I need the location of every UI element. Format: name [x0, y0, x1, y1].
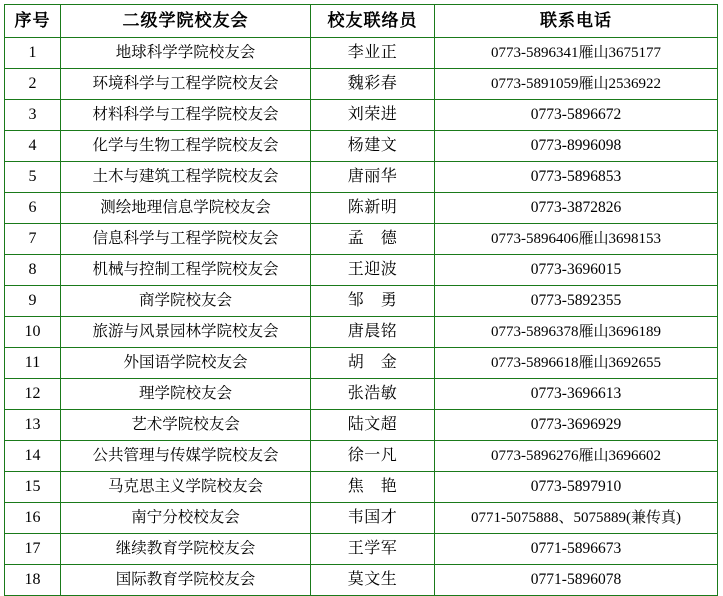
- table-row: [5, 162, 718, 193]
- cell-org: 机械与控制工程学院校友会: [61, 255, 311, 286]
- table-row: [5, 286, 718, 317]
- cell-seq: 15: [5, 472, 61, 503]
- table-row: [5, 410, 718, 441]
- table-row: [5, 534, 718, 565]
- cell-person: 王迎波: [311, 255, 435, 286]
- alumni-contact-table: [4, 4, 718, 596]
- cell-phone: 0773-5896341雁山3675177: [435, 38, 718, 69]
- table-row: [5, 255, 718, 286]
- cell-person: 徐一凡: [311, 441, 435, 472]
- table-row: [5, 348, 718, 379]
- cell-seq: 10: [5, 317, 61, 348]
- cell-phone: 0773-5896672: [435, 100, 718, 131]
- cell-seq: 5: [5, 162, 61, 193]
- cell-seq: 3: [5, 100, 61, 131]
- cell-org: 公共管理与传媒学院校友会: [61, 441, 311, 472]
- table-row: [5, 379, 718, 410]
- cell-phone: 0773-3872826: [435, 193, 718, 224]
- cell-org: 国际教育学院校友会: [61, 565, 311, 596]
- cell-seq: 8: [5, 255, 61, 286]
- cell-phone: 0773-5896406雁山3698153: [435, 224, 718, 255]
- table-row: [5, 131, 718, 162]
- cell-seq: 18: [5, 565, 61, 596]
- table-row: [5, 472, 718, 503]
- column-header-org: 二级学院校友会: [61, 5, 311, 38]
- cell-person: 陆文超: [311, 410, 435, 441]
- column-header-phone: 联系电话: [435, 5, 718, 38]
- column-header-seq: 序号: [5, 5, 61, 38]
- cell-phone: 0771-5896078: [435, 565, 718, 596]
- cell-org: 外国语学院校友会: [61, 348, 311, 379]
- cell-phone: 0773-5891059雁山2536922: [435, 69, 718, 100]
- cell-org: 材料科学与工程学院校友会: [61, 100, 311, 131]
- cell-phone: 0773-3696929: [435, 410, 718, 441]
- cell-person: 李业正: [311, 38, 435, 69]
- cell-phone: 0773-5897910: [435, 472, 718, 503]
- cell-seq: 2: [5, 69, 61, 100]
- cell-person: 杨建文: [311, 131, 435, 162]
- table-row: [5, 503, 718, 534]
- cell-person: 莫文生: [311, 565, 435, 596]
- cell-seq: 12: [5, 379, 61, 410]
- cell-org: 商学院校友会: [61, 286, 311, 317]
- table-row: [5, 441, 718, 472]
- cell-person: 韦国才: [311, 503, 435, 534]
- cell-phone: 0773-8996098: [435, 131, 718, 162]
- cell-phone: 0773-5896378雁山3696189: [435, 317, 718, 348]
- cell-person: 唐丽华: [311, 162, 435, 193]
- column-header-person: 校友联络员: [311, 5, 435, 38]
- cell-seq: 6: [5, 193, 61, 224]
- table-header-row: [5, 5, 718, 38]
- cell-org: 马克思主义学院校友会: [61, 472, 311, 503]
- cell-person: 焦 艳: [311, 472, 435, 503]
- cell-org: 理学院校友会: [61, 379, 311, 410]
- cell-org: 旅游与风景园林学院校友会: [61, 317, 311, 348]
- cell-seq: 13: [5, 410, 61, 441]
- cell-seq: 14: [5, 441, 61, 472]
- table-row: [5, 317, 718, 348]
- cell-phone: 0771-5896673: [435, 534, 718, 565]
- cell-org: 环境科学与工程学院校友会: [61, 69, 311, 100]
- cell-person: 邹 勇: [311, 286, 435, 317]
- cell-phone: 0773-3696015: [435, 255, 718, 286]
- cell-org: 土木与建筑工程学院校友会: [61, 162, 311, 193]
- cell-org: 继续教育学院校友会: [61, 534, 311, 565]
- cell-org: 艺术学院校友会: [61, 410, 311, 441]
- table-row: [5, 38, 718, 69]
- cell-person: 孟 德: [311, 224, 435, 255]
- cell-org: 信息科学与工程学院校友会: [61, 224, 311, 255]
- cell-phone: 0773-5896276雁山3696602: [435, 441, 718, 472]
- cell-person: 刘荣进: [311, 100, 435, 131]
- cell-person: 胡 金: [311, 348, 435, 379]
- cell-seq: 11: [5, 348, 61, 379]
- cell-seq: 16: [5, 503, 61, 534]
- table-body: [5, 38, 718, 596]
- cell-org: 南宁分校校友会: [61, 503, 311, 534]
- table-row: [5, 69, 718, 100]
- cell-phone: 0771-5075888、5075889(兼传真): [435, 503, 718, 534]
- cell-phone: 0773-3696613: [435, 379, 718, 410]
- cell-org: 化学与生物工程学院校友会: [61, 131, 311, 162]
- cell-phone: 0773-5896853: [435, 162, 718, 193]
- cell-person: 陈新明: [311, 193, 435, 224]
- cell-phone: 0773-5896618雁山3692655: [435, 348, 718, 379]
- cell-seq: 1: [5, 38, 61, 69]
- cell-seq: 4: [5, 131, 61, 162]
- table-row: [5, 224, 718, 255]
- cell-seq: 7: [5, 224, 61, 255]
- cell-org: 测绘地理信息学院校友会: [61, 193, 311, 224]
- cell-person: 唐晨铭: [311, 317, 435, 348]
- table-row: [5, 565, 718, 596]
- cell-org: 地球科学学院校友会: [61, 38, 311, 69]
- cell-seq: 9: [5, 286, 61, 317]
- table-row: [5, 100, 718, 131]
- cell-seq: 17: [5, 534, 61, 565]
- cell-phone: 0773-5892355: [435, 286, 718, 317]
- cell-person: 王学军: [311, 534, 435, 565]
- cell-person: 魏彩春: [311, 69, 435, 100]
- cell-person: 张浩敏: [311, 379, 435, 410]
- table-row: [5, 193, 718, 224]
